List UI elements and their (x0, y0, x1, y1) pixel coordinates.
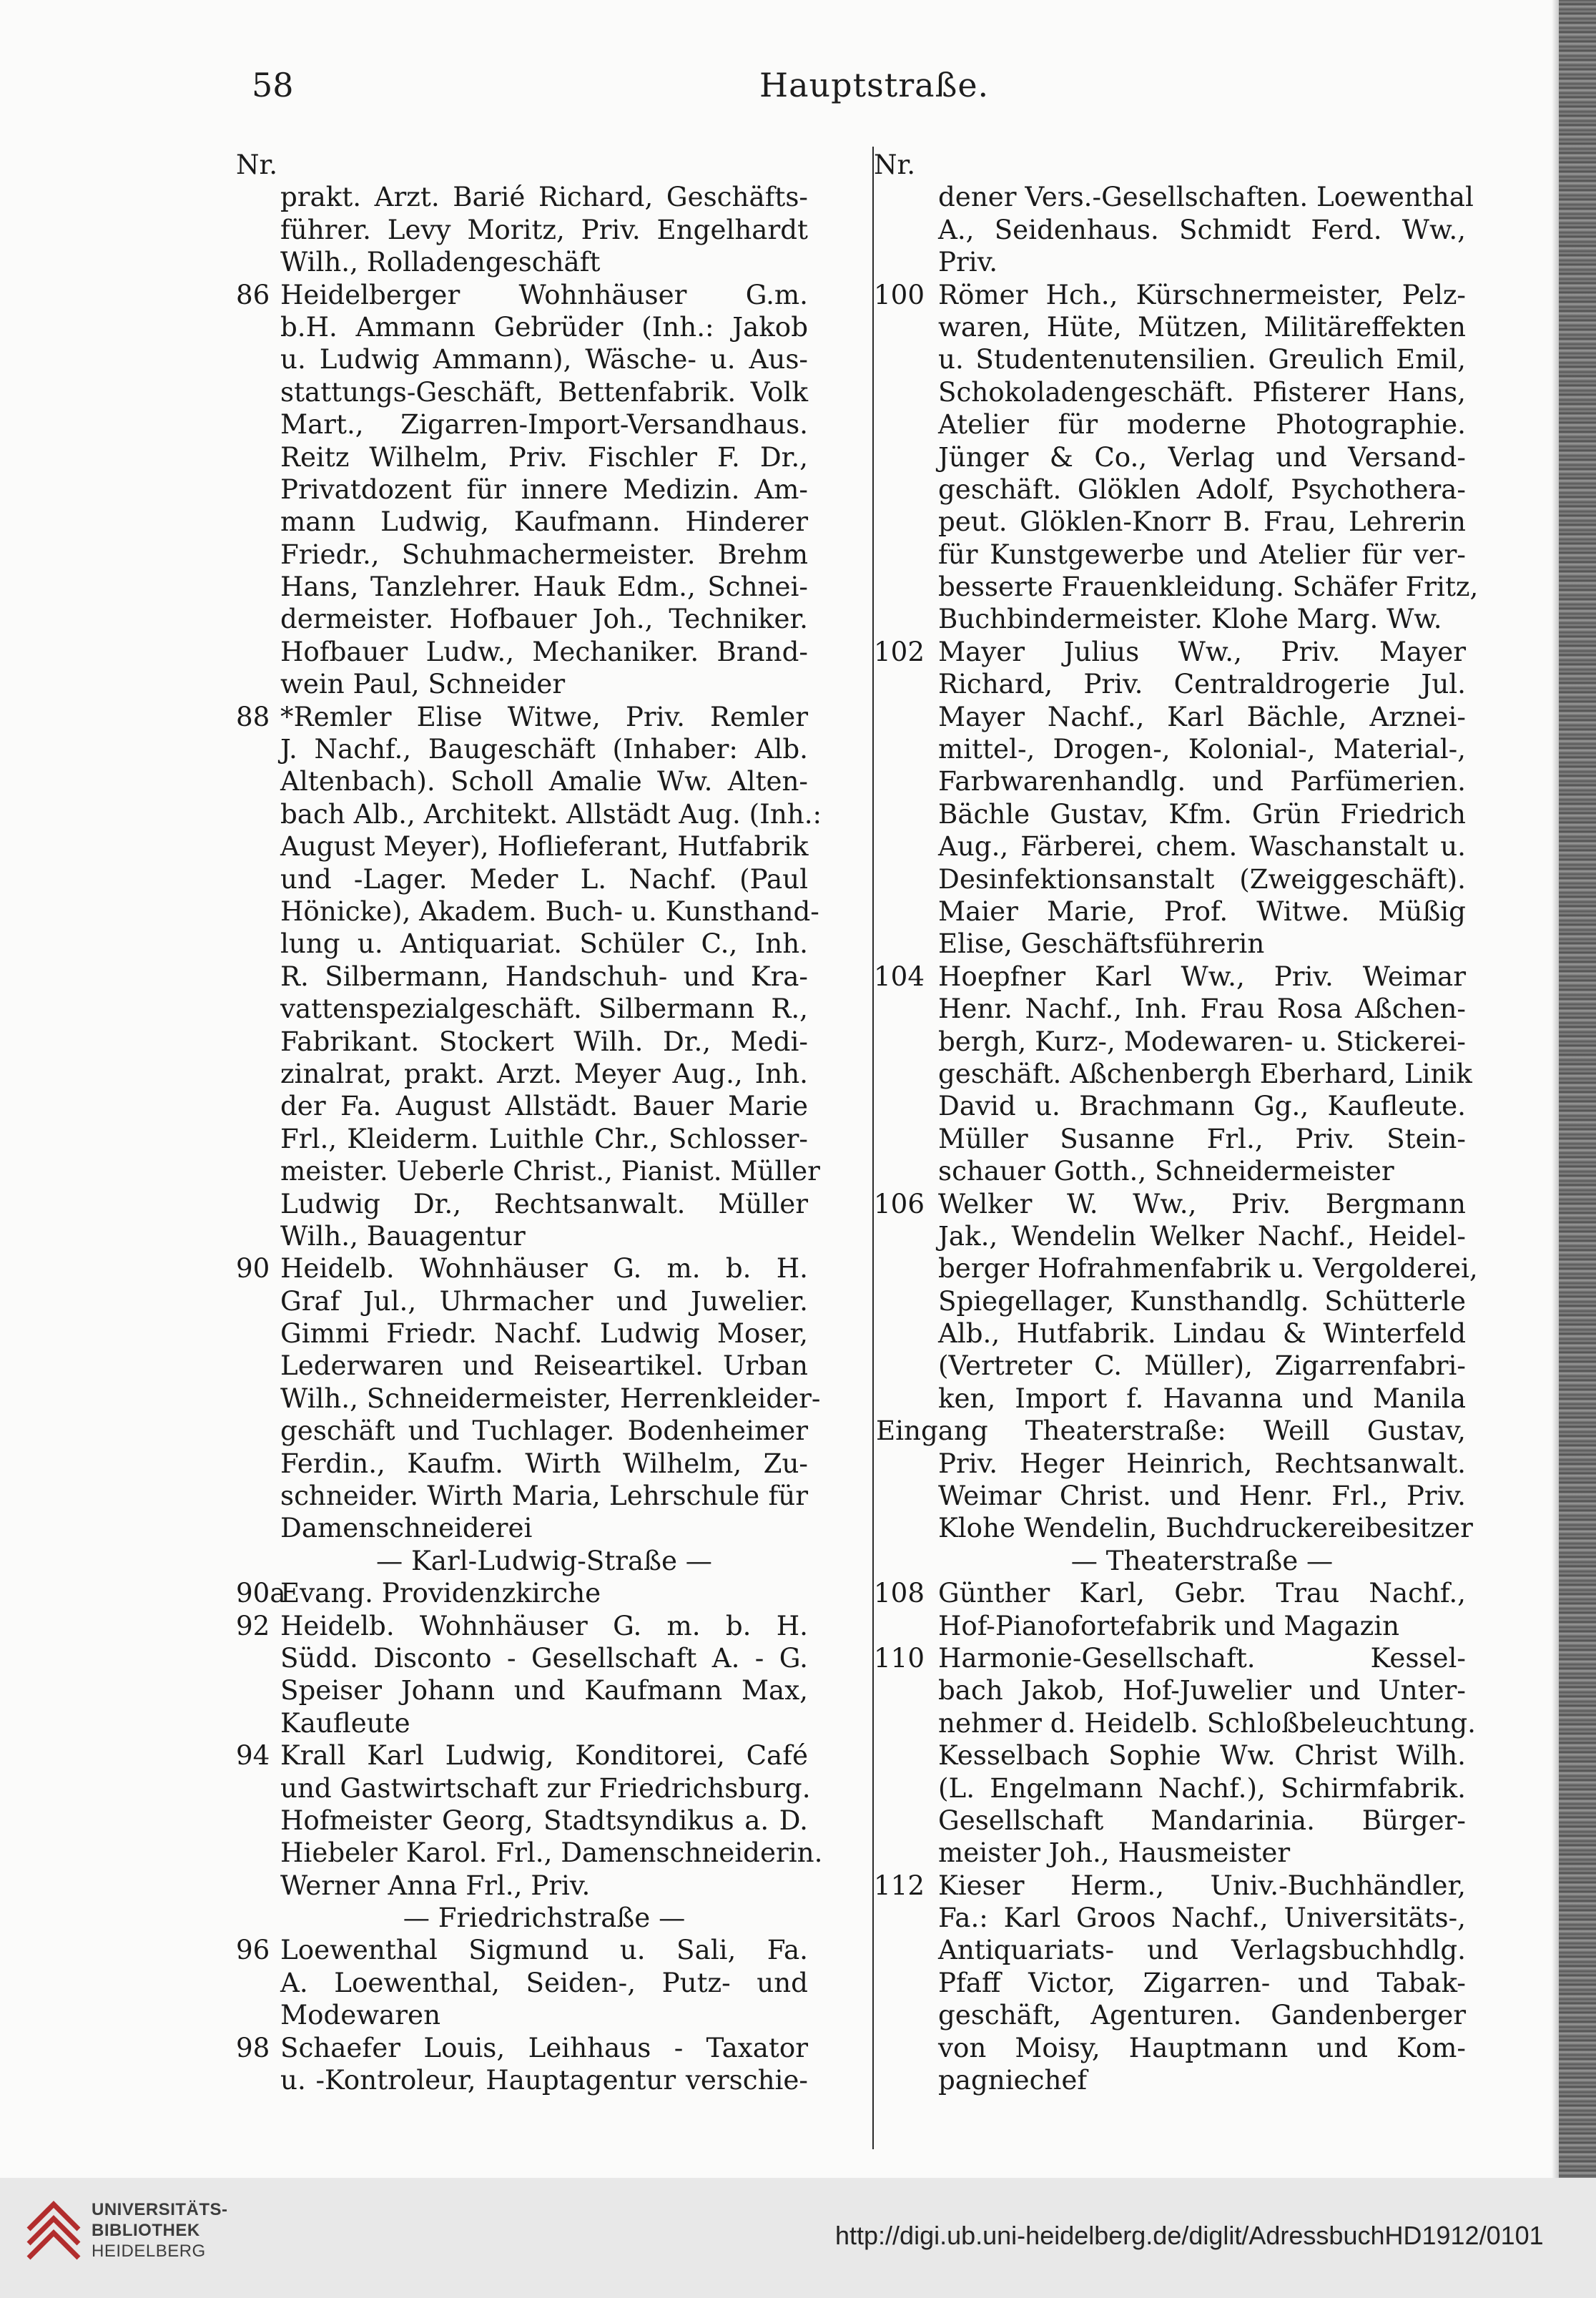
source-url-link[interactable]: http://digi.ub.uni-heidelberg.de/diglit/AdressbuchHD1912/0101 (835, 2221, 1544, 2250)
entry-line (876, 1415, 1466, 1447)
house-number: 110 (874, 1641, 925, 1674)
entry-text: Wilh., Schneidermeister, Herrenkleider- (280, 1382, 821, 1414)
entry-text: schauer Gotth., Schneidermeister (938, 1155, 1394, 1187)
entry-line (236, 1772, 811, 1804)
entry-text: nehmer d. Heidelb. Schloßbeleuchtung. (938, 1707, 1476, 1739)
entry-line (236, 1285, 808, 1317)
entry-line (236, 1448, 808, 1480)
scan-edge (1559, 0, 1596, 2178)
column-divider (872, 147, 874, 2149)
scan-shadow (1552, 0, 1559, 2178)
entry-line (894, 1090, 1466, 1122)
entry-line (236, 961, 808, 993)
entry-line (236, 733, 808, 765)
entry-text: Fa.: Karl Groos Nachf., Universitäts-, (938, 1902, 1466, 1934)
library-logo-icon (14, 2194, 93, 2272)
entry-text: Heidelberger Wohnhäuser G.m. (280, 278, 808, 310)
entry-text: Krall Karl Ludwig, Konditorei, Café (280, 1739, 808, 1772)
entry-text: Farbwarenhandlg. und Parfümerien. (938, 765, 1466, 797)
entry-text: Damenschneiderei (280, 1512, 533, 1544)
entry-line (236, 1707, 808, 1739)
entry-text: Gesellschaft Mandarinia. Bürger- (938, 1804, 1466, 1836)
entry-line (236, 571, 808, 603)
entry-text: besserte Frauenkleidung. Schäfer Fritz, (938, 571, 1479, 603)
page-number: 58 (252, 66, 294, 104)
house-number: 90a (236, 1577, 286, 1609)
entry-line (236, 895, 819, 928)
left-column (236, 149, 823, 2096)
entry-line (236, 1220, 808, 1252)
logo-line-3: HEIDELBERG (92, 2241, 206, 2261)
entry-line (874, 1187, 1466, 1220)
entry-text: zinalrat, prakt. Arzt. Meyer Aug., Inh. (280, 1057, 808, 1089)
entry-text: Ferdin., Kaufm. Wirth Wilhelm, Zu- (280, 1447, 808, 1479)
entry-text: stattungs-Geschäft, Bettenfabrik. Volk (280, 375, 808, 408)
entry-text: Wilh., Rolladengeschäft (280, 246, 601, 278)
entry-line (894, 1967, 1466, 1999)
entry-text: Modewaren (280, 1999, 441, 2031)
entry-text: Aug., Färberei, chem. Waschanstalt u. (938, 830, 1466, 863)
entry-line (236, 701, 808, 733)
entry-text: Hofbauer Ludw., Mechaniker. Brand- (280, 635, 808, 667)
entry-text: und -Lager. Meder L. Nachf. (Paul (280, 863, 808, 895)
entry-text: Schokoladengeschäft. Pfisterer Hans, (938, 375, 1466, 408)
entry-text: Lederwaren und Reiseartikel. Urban (280, 1350, 808, 1382)
entry-line (894, 1902, 1466, 1934)
entry-line (894, 1512, 1473, 1544)
entry-text: Privatdozent für innere Medizin. Am- (280, 473, 808, 505)
entry-text: Antiquariats- und Verlagsbuchhdlg. (938, 1934, 1466, 1966)
street-heading: — Karl-Ludwig-Straße — (376, 1544, 712, 1576)
library-logo-text (92, 2199, 228, 2262)
entry-text: Werner Anna Frl., Priv. (280, 1869, 591, 1901)
entry-text: Ludwig Dr., Rechtsanwalt. Müller (280, 1187, 808, 1219)
entry-text: bach Jakob, Hof-Juwelier und Unter- (938, 1674, 1466, 1707)
entry-line (874, 960, 1466, 993)
entry-text: mann Ludwig, Kaufmann. Hinderer (280, 506, 808, 538)
entry-line (236, 473, 808, 506)
entry-line (894, 1739, 1466, 1772)
entry-text: peut. Glöklen-Knorr B. Frau, Lehrerin (938, 506, 1466, 538)
entry-line (894, 1448, 1466, 1480)
entry-line (894, 1610, 1466, 1642)
entry-line (894, 733, 1466, 765)
entry-text: A. Loewenthal, Seiden-, Putz- und (280, 1966, 808, 1998)
entry-text: waren, Hüte, Mützen, Militäreffekten (938, 310, 1466, 343)
entry-text: Jak., Wendelin Welker Nachf., Heidel- (938, 1219, 1466, 1252)
entry-text: dermeister. Hofbauer Joh., Techniker. (280, 603, 808, 635)
entry-text: Müller Susanne Frl., Priv. Stein- (938, 1122, 1466, 1154)
entry-line (894, 1772, 1466, 1804)
entry-text: Priv. (938, 246, 998, 278)
entry-text: Kesselbach Sophie Ww. Christ Wilh. (938, 1739, 1466, 1772)
entry-text: Buchbindermeister. Klohe Marg. Ww. (938, 603, 1442, 635)
entry-text: Kaufleute (280, 1707, 410, 1739)
entry-line (894, 1674, 1466, 1707)
entry-text: mittel-, Drogen-, Kolonial-, Material-, (938, 733, 1466, 765)
page-header (0, 66, 1552, 123)
footer-bar (0, 2178, 1596, 2298)
entry-text: Desinfektionsanstalt (Zweiggeschäft). (938, 863, 1466, 895)
entry-line (894, 1999, 1466, 2031)
entry-text: Frl., Kleiderm. Luithle Chr., Schlosser- (280, 1122, 808, 1154)
house-number: 104 (874, 960, 925, 992)
entry-text: für Kunstgewerbe und Atelier für ver- (938, 538, 1466, 570)
entry-text: Priv. Heger Heinrich, Rechtsanwalt. (938, 1447, 1466, 1479)
entry-line (894, 1123, 1466, 1155)
entry-line (236, 2032, 808, 2064)
entry-line (236, 863, 808, 895)
entry-line (236, 1090, 808, 1122)
entry-text: der Fa. August Allstädt. Bauer Marie (280, 1090, 808, 1122)
entry-line (236, 1934, 808, 1966)
entry-line (894, 668, 1466, 700)
entry-text: Loewenthal Sigmund u. Sali, Fa. (280, 1934, 808, 1966)
entry-line (894, 376, 1466, 408)
entry-text: Mayer Nachf., Karl Bächle, Arznei- (938, 700, 1466, 732)
entry-line (894, 1350, 1466, 1382)
entry-text: R. Silbermann, Handschuh- und Kra- (280, 960, 808, 992)
entry-line (236, 1252, 808, 1285)
entry-text: Fabrikant. Stockert Wilh. Dr., Medi- (280, 1025, 808, 1057)
entry-line (894, 863, 1466, 895)
entry-text: Jünger & Co., Verlag und Versand- (938, 441, 1466, 473)
entry-text: und Gastwirtschaft zur Friedrichsburg. (280, 1772, 811, 1804)
entry-line (894, 1934, 1466, 1966)
entry-line (894, 1026, 1466, 1058)
entry-line (236, 1123, 808, 1155)
entry-text: Eingang Theaterstraße: Weill Gustav, (876, 1415, 1466, 1447)
entry-line (894, 895, 1466, 928)
entry-text: Richard, Priv. Centraldrogerie Jul. (938, 668, 1466, 700)
entry-text: u. -Kontroleur, Hauptagentur verschie- (280, 2064, 808, 2096)
house-number: 92 (236, 1609, 270, 1641)
entry-line (894, 408, 1466, 441)
entry-text: Gimmi Friedr. Nachf. Ludwig Moser, (280, 1317, 808, 1350)
entry-line (894, 993, 1466, 1025)
entry-text: prakt. Arzt. Barié Richard, Geschäfts- (280, 181, 808, 213)
entry-line (236, 1577, 808, 1609)
entry-line (236, 1512, 808, 1544)
house-number: 112 (874, 1869, 925, 1901)
entry-line (236, 246, 808, 278)
entry-text: Alb., Hutfabrik. Lindau & Winterfeld (938, 1317, 1466, 1350)
entry-text: Evang. Providenzkirche (280, 1577, 601, 1609)
entry-text: Heidelb. Wohnhäuser G. m. b. H. (280, 1609, 808, 1641)
entry-text: Hoepfner Karl Ww., Priv. Weimar (938, 960, 1466, 992)
entry-text: Kieser Herm., Univ.-Buchhändler, (938, 1869, 1466, 1901)
entry-line (894, 830, 1466, 863)
entry-line (894, 1545, 1466, 1577)
entry-line (236, 668, 808, 700)
entry-text: pagniechef (938, 2064, 1088, 2096)
house-number: 86 (236, 278, 270, 310)
street-heading: — Theaterstraße — (1070, 1544, 1334, 1576)
entry-line (894, 603, 1466, 635)
entry-line (236, 928, 808, 960)
entry-text: Römer Hch., Kürschnermeister, Pelz- (938, 278, 1466, 310)
entry-line (236, 1317, 808, 1350)
entry-text: Schaefer Louis, Leihhaus - Taxator (280, 2031, 808, 2063)
entry-text: Atelier für moderne Photographie. (938, 408, 1466, 441)
entry-line (894, 1837, 1466, 1869)
entry-text: Hofmeister Georg, Stadtsyndikus a. D. (280, 1804, 808, 1836)
entry-text: Welker W. Ww., Priv. Bergmann (938, 1187, 1466, 1219)
entry-line (894, 928, 1466, 960)
entry-text: Heidelb. Wohnhäuser G. m. b. H. (280, 1252, 808, 1285)
entry-text: geschäft und Tuchlager. Bodenheimer (280, 1415, 808, 1447)
entry-line (236, 1350, 808, 1382)
entry-text: geschäft, Agenturen. Gandenberger (938, 1999, 1466, 2031)
entry-text: b.H. Ammann Gebrüder (Inh.: Jakob (280, 310, 808, 343)
entry-text: Weimar Christ. und Henr. Frl., Priv. (938, 1480, 1466, 1512)
entry-line (874, 635, 1466, 668)
house-number: 96 (236, 1934, 270, 1966)
entry-line (894, 765, 1466, 797)
house-number: 94 (236, 1739, 270, 1772)
entry-text: J. Nachf., Baugeschäft (Inhaber: Alb. (280, 733, 808, 765)
entry-text: lung u. Antiquariat. Schüler C., Inh. (280, 928, 808, 960)
entry-line (894, 214, 1466, 246)
entry-line (236, 376, 808, 408)
entry-text: David u. Brachmann Gg., Kaufleute. (938, 1090, 1466, 1122)
entry-text: Henr. Nachf., Inh. Frau Rosa Aßchen- (938, 993, 1466, 1025)
entry-text: Pfaff Victor, Zigarren- und Tabak- (938, 1966, 1466, 1998)
entry-line (894, 311, 1466, 343)
column-heading: Nr. (874, 149, 916, 180)
entry-line (236, 1610, 808, 1642)
entry-text: Spiegellager, Kunsthandlg. Schütterle (938, 1285, 1466, 1317)
entry-line (894, 1285, 1466, 1317)
entry-text: (Vertreter C. Müller), Zigarrenfabri- (938, 1350, 1466, 1382)
entry-text: (L. Engelmann Nachf.), Schirmfabrik. (938, 1772, 1466, 1804)
running-head: Hauptstraße. (759, 66, 990, 104)
entry-text: *Remler Elise Witwe, Priv. Remler (280, 700, 808, 732)
entry-line (236, 1739, 808, 1772)
entry-line (236, 636, 808, 668)
entry-line (894, 1480, 1466, 1512)
entry-text: u. Ludwig Ammann), Wäsche- u. Aus- (280, 343, 808, 375)
house-number: 108 (874, 1577, 925, 1609)
house-number: 88 (236, 700, 270, 732)
entry-line (894, 1383, 1466, 1415)
entry-line (874, 1577, 1466, 1609)
entry-text: Harmonie-Gesellschaft. Kessel- (938, 1641, 1466, 1674)
entry-line (236, 1155, 820, 1187)
entry-line (236, 2064, 808, 2096)
entry-text: Mart., Zigarren-Import-Versandhaus. (280, 408, 808, 441)
entry-text: Klohe Wendelin, Buchdruckereibesitzer (938, 1512, 1473, 1544)
entry-line (874, 1641, 1466, 1674)
house-number: 102 (874, 635, 925, 667)
entry-text: Südd. Disconto - Gesellschaft A. - G. (280, 1641, 808, 1674)
entry-line (894, 343, 1466, 375)
entry-text: Maier Marie, Prof. Witwe. Müßig (938, 895, 1466, 927)
entry-text: Graf Jul., Uhrmacher und Juwelier. (280, 1285, 808, 1317)
entry-line (894, 571, 1479, 603)
entry-line (894, 1155, 1466, 1187)
entry-text: geschäft. Aßchenbergh Eberhard, Linik (938, 1057, 1472, 1089)
entry-text: wein Paul, Schneider (280, 668, 566, 700)
entry-line (236, 1480, 808, 1512)
entry-line (236, 1674, 808, 1707)
logo-line-2: BIBLIOTHEK (92, 2221, 200, 2240)
entry-text: Mayer Julius Ww., Priv. Mayer (938, 635, 1466, 667)
entry-line (236, 1999, 808, 2031)
entry-text: Bächle Gustav, Kfm. Grün Friedrich (938, 797, 1466, 830)
entry-text: meister. Ueberle Christ., Pianist. Müller (280, 1155, 820, 1187)
house-number: 100 (874, 278, 925, 310)
entry-text: Hans, Tanzlehrer. Hauk Edm., Schnei- (280, 571, 808, 603)
entry-text: Reitz Wilhelm, Priv. Fischler F. Dr., (280, 441, 808, 473)
entry-line (236, 441, 808, 473)
logo-line-1: UNIVERSITÄTS- (92, 2200, 228, 2219)
entry-text: führer. Levy Moritz, Priv. Engelhardt (280, 213, 808, 245)
entry-line (236, 830, 808, 863)
entry-line (236, 1967, 808, 1999)
entry-line (894, 539, 1466, 571)
entry-text: berger Hofrahmenfabrik u. Vergolderei, (938, 1252, 1478, 1285)
entry-line (236, 1870, 808, 1902)
entry-line (894, 506, 1466, 538)
entry-text: Günther Karl, Gebr. Trau Nachf., (938, 1577, 1466, 1609)
right-column (874, 149, 1479, 2096)
entry-line (236, 993, 808, 1025)
entry-text: schneider. Wirth Maria, Lehrschule für (280, 1480, 808, 1512)
entry-text: Elise, Geschäftsführerin (938, 928, 1265, 960)
entry-line (894, 1317, 1466, 1350)
entry-line (236, 1026, 808, 1058)
entry-text: Altenbach). Scholl Amalie Ww. Alten- (280, 765, 808, 797)
entry-line (236, 797, 822, 830)
entry-text: August Meyer), Hoflieferant, Hutfabrik (280, 830, 809, 863)
entry-line (236, 1642, 808, 1674)
entry-text: bach Alb., Architekt. Allstädt Aug. (Inh.: (280, 797, 822, 830)
street-heading: — Friedrichstraße — (403, 1902, 686, 1934)
entry-text: A., Seidenhaus. Schmidt Ferd. Ww., (938, 213, 1466, 245)
entry-line (236, 506, 808, 538)
house-number: 90 (236, 1252, 270, 1285)
entry-text: vattenspezialgeschäft. Silbermann R., (280, 993, 808, 1025)
entry-line (236, 1545, 808, 1577)
entry-line (236, 181, 808, 213)
entry-line (874, 278, 1466, 311)
entry-line (894, 1804, 1466, 1837)
entry-line (236, 1058, 808, 1090)
entry-text: bergh, Kurz-, Modewaren- u. Stickerei- (938, 1025, 1466, 1057)
entry-line (894, 441, 1466, 473)
entry-line (894, 1707, 1476, 1739)
entry-line (236, 214, 808, 246)
entry-text: meister Joh., Hausmeister (938, 1837, 1291, 1869)
entry-line (894, 1220, 1466, 1252)
entry-line (236, 343, 808, 375)
house-number: 98 (236, 2031, 270, 2063)
entry-text: ken, Import f. Havanna und Manila (938, 1382, 1466, 1414)
entry-line (236, 1837, 823, 1869)
entry-line (894, 473, 1466, 506)
entry-line (236, 1415, 808, 1447)
entry-text: Speiser Johann und Kaufmann Max, (280, 1674, 808, 1707)
entry-text: dener Vers.-Gesellschaften. Loewenthal (938, 181, 1474, 213)
entry-line (236, 1804, 808, 1837)
entry-line (236, 279, 808, 311)
entry-text: Friedr., Schuhmachermeister. Brehm (280, 538, 808, 570)
entry-line (236, 603, 808, 635)
column-heading: Nr. (236, 149, 278, 180)
entry-line (236, 1902, 808, 1934)
entry-text: Hiebeler Karol. Frl., Damenschneiderin. (280, 1837, 823, 1869)
entry-text: Hönicke), Akadem. Buch- u. Kunsthand- (280, 895, 819, 927)
entry-line (894, 701, 1466, 733)
entry-line (894, 181, 1474, 213)
entry-line (236, 1382, 821, 1415)
entry-line (236, 408, 808, 441)
entry-text: Hof-Pianofortefabrik und Magazin (938, 1609, 1400, 1641)
entry-line (894, 2032, 1466, 2064)
entry-line (236, 1188, 808, 1220)
entry-text: Wilh., Bauagentur (280, 1219, 526, 1252)
entry-text: u. Studentenutensilien. Greulich Emil, (938, 343, 1466, 375)
entry-line (236, 311, 808, 343)
entry-line (894, 2064, 1466, 2096)
entry-line (894, 246, 1466, 278)
entry-line (874, 1869, 1466, 1902)
entry-line (236, 539, 808, 571)
entry-line (894, 1252, 1478, 1285)
entry-text: geschäft. Glöklen Adolf, Psychothera- (938, 473, 1466, 505)
entry-line (236, 765, 808, 797)
entry-text: von Moisy, Hauptmann und Kom- (938, 2031, 1466, 2063)
entry-line (894, 1057, 1472, 1090)
house-number: 106 (874, 1187, 925, 1219)
entry-line (894, 798, 1466, 830)
